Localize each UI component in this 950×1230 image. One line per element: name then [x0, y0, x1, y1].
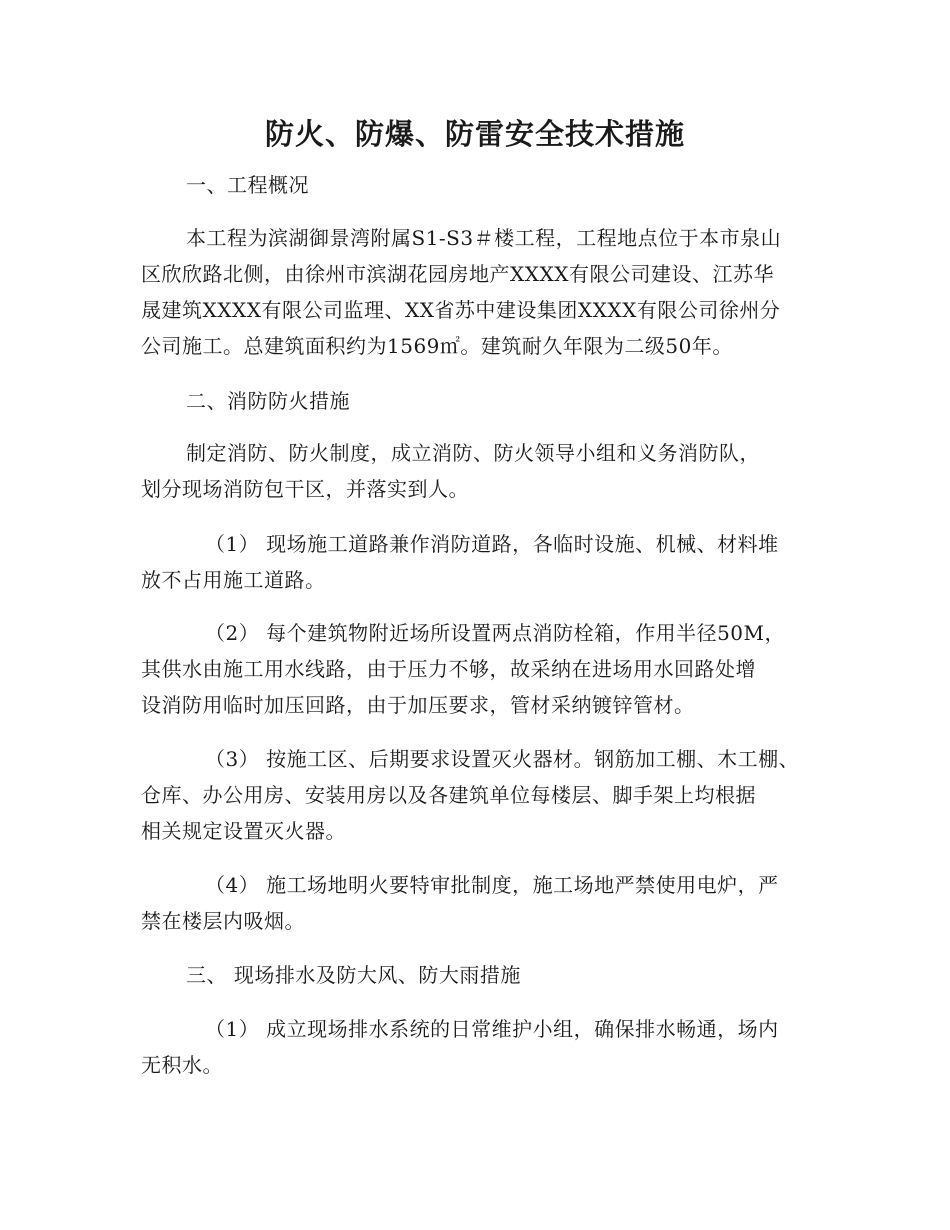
fire-item-3-line-1: （3） 按施工区、后期要求设置灭火器材。钢筋加工棚、木工棚、 — [205, 747, 800, 771]
drainage-item-1-line-2: 无积水。 — [141, 1053, 223, 1077]
fire-item-2-line-3: 设消防用临时加压回路，由于加压要求，管材采纳镀锌管材。 — [141, 693, 695, 717]
fire-item-4-line-1: （4） 施工场地明火要特审批制度，施工场地严禁使用电炉，严 — [205, 873, 779, 897]
drainage-item-1-line-1: （1） 成立现场排水系统的日常维护小组，确保排水畅通，场内 — [205, 1017, 779, 1041]
overview-line-3: 晟建筑XXXX有限公司监理、XX省苏中建设集团XXXX有限公司徐州分 — [141, 298, 781, 322]
fire-item-3-line-3: 相关规定设置灭火器。 — [141, 819, 346, 843]
overview-line-2: 区欣欣路北侧，由徐州市滨湖花园房地产XXXX有限公司建设、江苏华 — [141, 262, 774, 286]
section-heading-drainage: 三、 现场排水及防大风、防大雨措施 — [186, 963, 521, 987]
section-heading-fire: 二、消防防火措施 — [186, 389, 350, 413]
fire-item-1-line-1: （1） 现场施工道路兼作消防道路，各临时设施、机械、材料堆 — [205, 532, 779, 556]
fire-intro-line-2: 划分现场消防包干区，并落实到人。 — [141, 477, 469, 501]
fire-item-4-line-2: 禁在楼层内吸烟。 — [141, 909, 305, 933]
fire-item-3-line-2: 仓库、办公用房、安装用房以及各建筑单位每楼层、脚手架上均根据 — [141, 783, 756, 807]
fire-intro-line-1: 制定消防、防火制度，成立消防、防火领导小组和义务消防队， — [186, 441, 760, 465]
overview-line-1: 本工程为滨湖御景湾附属S1-S3＃楼工程，工程地点位于本市泉山 — [186, 226, 782, 250]
fire-item-2-line-1: （2） 每个建筑物附近场所设置两点消防栓箱，作用半径50M， — [205, 621, 786, 645]
fire-item-1-line-2: 放不占用施工道路。 — [141, 568, 326, 592]
fire-item-2-line-2: 其供水由施工用水线路，由于压力不够，故采纳在进场用水回路处增 — [141, 657, 756, 681]
overview-line-4: 公司施工。总建筑面积约为1569㎡。建筑耐久年限为二级50年。 — [141, 334, 733, 358]
document-title: 防火、防爆、防雷安全技术措施 — [264, 117, 685, 151]
section-heading-overview: 一、工程概况 — [186, 173, 309, 197]
